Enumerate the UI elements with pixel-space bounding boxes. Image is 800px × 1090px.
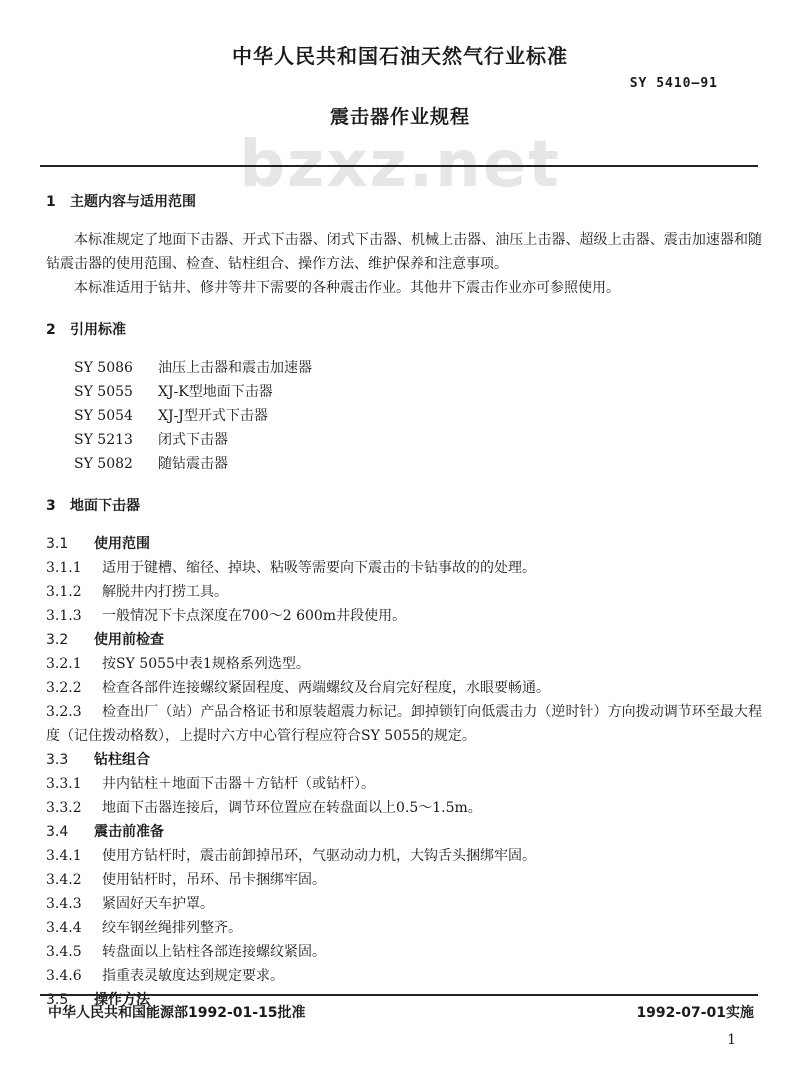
clause-number: 3.2.3 [46, 704, 82, 720]
clause [46, 676, 762, 700]
reference-item [46, 356, 762, 380]
reference-list [46, 356, 762, 476]
subsection-heading [46, 532, 762, 556]
reference-name: XJ-K型地面下击器 [158, 384, 273, 400]
approval-note: 中华人民共和国能源部1992-01-15批准 [48, 1005, 306, 1021]
subsection-heading [46, 820, 762, 844]
reference-item [46, 380, 762, 404]
reference-item [46, 428, 762, 452]
subsection-title: 钻柱组合 [94, 752, 150, 768]
subsection-title: 使用范围 [94, 536, 150, 552]
clause-number: 3.3.1 [46, 776, 82, 792]
reference-item [46, 404, 762, 428]
clause [46, 580, 762, 604]
clause [46, 700, 762, 748]
subsection-heading [46, 748, 762, 772]
section-title: 主题内容与适用范围 [70, 194, 196, 210]
clause-number: 3.4.1 [46, 848, 82, 864]
section-title: 引用标准 [70, 322, 126, 338]
subsection-title: 使用前检查 [94, 632, 164, 648]
subsection-number: 3.1 [46, 536, 69, 552]
reference-code: SY 5055 [74, 384, 133, 400]
bottom-rule [40, 994, 758, 996]
document-title: 震击器作业规程 [329, 106, 470, 128]
paragraph: 本标准适用于钻井、修井等井下需要的各种震击作业。其他井下震击作业亦可参照使用。 [74, 280, 620, 296]
clause [46, 844, 762, 868]
effective-date: 1992-07-01实施 [636, 1005, 754, 1021]
clause-text: 转盘面以上钻柱各部连接螺纹紧固。 [102, 944, 326, 960]
clause-text: 使用钻杆时，吊环、吊卡捆绑牢固。 [102, 872, 326, 888]
clause [46, 556, 762, 580]
section-heading [46, 318, 762, 342]
clause [46, 892, 762, 916]
clause-text: 绞车钢丝绳排列整齐。 [102, 920, 242, 936]
page-number: 1 [727, 1032, 736, 1048]
section-heading [46, 190, 762, 214]
subsection-heading [46, 628, 762, 652]
clause-number: 3.4.5 [46, 944, 82, 960]
top-rule [40, 165, 758, 167]
section-number: 1 [46, 194, 56, 210]
section-title: 地面下击器 [70, 498, 140, 514]
reference-code: SY 5054 [74, 408, 133, 424]
standard-code: SY 5410—91 [629, 76, 718, 91]
clause-number: 3.3.2 [46, 800, 82, 816]
subsection-number: 3.2 [46, 632, 69, 648]
clause [46, 940, 762, 964]
clause [46, 652, 762, 676]
clause [46, 964, 762, 988]
clause-text: 按SY 5055中表1规格系列选型。 [102, 656, 310, 672]
clause-text: 适用于键槽、缩径、掉块、粘吸等需要向下震击的卡钻事故的的处理。 [102, 560, 536, 576]
clause-number: 3.2.1 [46, 656, 82, 672]
section-number: 3 [46, 498, 56, 514]
clause-text: 指重表灵敏度达到规定要求。 [102, 968, 284, 984]
clause-text: 紧固好天车护罩。 [102, 896, 214, 912]
reference-name: 油压上击器和震击加速器 [158, 360, 312, 376]
clause-text: 检查各部件连接螺纹紧固程度、两端螺纹及台肩完好程度，水眼要畅通。 [102, 680, 550, 696]
clause-number: 3.2.2 [46, 680, 82, 696]
subsection-title: 震击前准备 [94, 824, 164, 840]
clause-text: 使用方钻杆时，震击前卸掉吊环，气驱动动力机，大钩舌头捆绑牢固。 [102, 848, 536, 864]
clause-text: 地面下击器连接后，调节环位置应在转盘面以上0.5～1.5m。 [102, 800, 482, 816]
section-heading [46, 494, 762, 518]
reference-name: 随钻震击器 [158, 456, 228, 472]
reference-item [46, 452, 762, 476]
subsection-number: 3.3 [46, 752, 69, 768]
clause-number: 3.1.2 [46, 584, 82, 600]
watermark: bzxz.net [239, 128, 561, 202]
reference-name: XJ-J型开式下击器 [158, 408, 268, 424]
reference-name: 闭式下击器 [158, 432, 228, 448]
clause-number: 3.4.3 [46, 896, 82, 912]
clause [46, 772, 762, 796]
clause-text: 一般情况下卡点深度在700～2 600m井段使用。 [102, 608, 407, 624]
clause-number: 3.4.2 [46, 872, 82, 888]
document-body [46, 190, 762, 1012]
subsection-number: 3.4 [46, 824, 69, 840]
clause-number: 3.4.4 [46, 920, 82, 936]
clause-text: 检查出厂（站）产品合格证书和原装超震力标记。卸掉锁钉向低震击力（逆时针）方向拨动调节环至最大程度（记住拨动格数），上提时六方中心管行程应符合SY 5055的规定。 [46, 704, 762, 744]
clause-text: 井内钻柱＋地面下击器＋方钻杆（或钻杆）。 [102, 776, 375, 792]
section-number: 2 [46, 322, 56, 338]
clause [46, 796, 762, 820]
subsection-title: 操作方法 [94, 992, 150, 1008]
clause-text: 解脱井内打捞工具。 [102, 584, 228, 600]
clause [46, 604, 762, 628]
reference-code: SY 5086 [74, 360, 133, 376]
clause-number: 3.1.1 [46, 560, 82, 576]
subsection-number: 3.5 [46, 992, 69, 1008]
clause-number: 3.4.6 [46, 968, 82, 984]
clause-number: 3.1.3 [46, 608, 82, 624]
clause [46, 916, 762, 940]
org-title: 中华人民共和国石油天然气行业标准 [232, 44, 568, 68]
paragraph: 本标准规定了地面下击器、开式下击器、闭式下击器、机械上击器、油压上击器、超级上击器、震击加速器和随钻震击器的使用范围、检查、钻柱组合、操作方法、维护保养和注意事项。 [46, 232, 762, 272]
reference-code: SY 5213 [74, 432, 133, 448]
reference-code: SY 5082 [74, 456, 133, 472]
clause [46, 868, 762, 892]
